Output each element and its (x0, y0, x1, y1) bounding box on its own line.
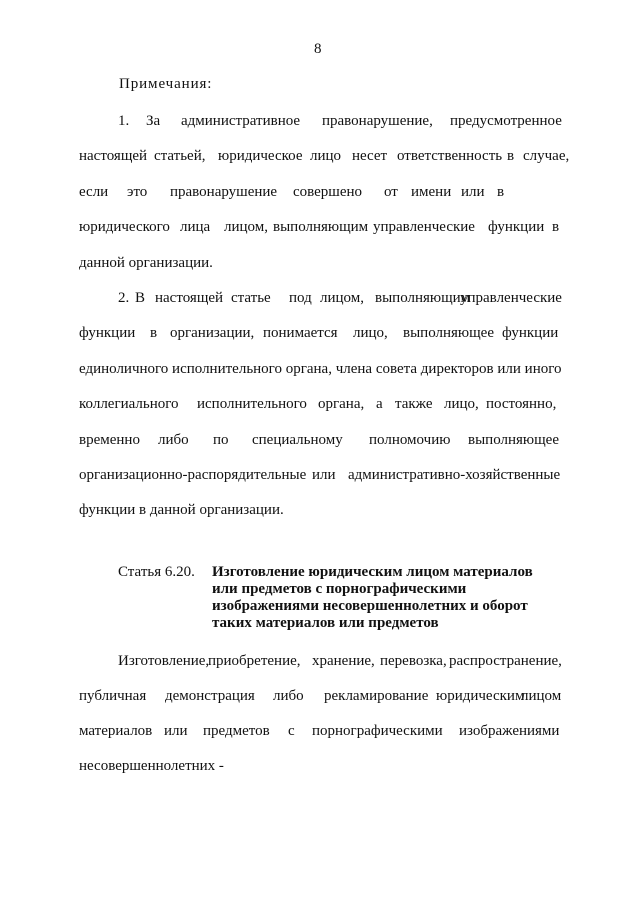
article-word: Изготовление, (118, 653, 210, 669)
note-word: выполняющим (375, 290, 471, 306)
article-title-line: таких материалов или предметов (212, 615, 439, 631)
article-word: лицом (521, 688, 562, 704)
note-word: понимается (263, 325, 338, 341)
note-word: это (127, 184, 148, 200)
article-word: публичная (79, 688, 147, 704)
note-word: административное (181, 113, 301, 129)
article-word: перевозка, (380, 653, 447, 669)
note-word: функции (488, 219, 545, 235)
note-word: в (497, 184, 505, 200)
note-word: специальному (252, 432, 343, 448)
article-word: рекламирование (324, 688, 429, 704)
note-word: функции (79, 325, 136, 341)
note-word: юридического (79, 219, 170, 235)
article-title-line: или предметов с порнографическими (212, 581, 467, 597)
note-word: выполняющее (403, 325, 494, 341)
note-word: данной организации. (79, 255, 213, 271)
article-word: распространение, (449, 653, 562, 669)
note-word: выполняющим (273, 219, 369, 235)
note-word: лицом, (224, 219, 268, 235)
article-number: Статья 6.20. (118, 564, 195, 580)
note-word: либо (158, 432, 189, 448)
notes-heading: Примечания: (119, 76, 213, 92)
note-word: также (395, 396, 433, 412)
note-word: выполняющее (468, 432, 559, 448)
note-word: коллегиального (79, 396, 179, 412)
note-word: постоянно, (486, 396, 557, 412)
article-word: хранение, (312, 653, 375, 669)
note-word: настоящей (155, 290, 224, 306)
page-number: 8 (314, 41, 322, 57)
note-word: случае, (523, 148, 570, 164)
note-word: или (461, 184, 485, 200)
article-word: предметов (203, 723, 270, 739)
note-word: если (79, 184, 109, 200)
note-word: несет (352, 148, 388, 164)
note-word: управленческие (373, 219, 475, 235)
note-word: организации, (170, 325, 255, 341)
note-word: лицом, (320, 290, 364, 306)
article-word: приобретение, (208, 653, 301, 669)
note-word: а (376, 396, 383, 412)
note-word: полномочию (369, 432, 451, 448)
note-word: от (384, 184, 398, 200)
note-word: За (146, 113, 161, 129)
article-word: изображениями (459, 723, 560, 739)
note-word: статье (231, 290, 271, 306)
note-word: настоящей (79, 148, 148, 164)
note-line: единоличного исполнительного органа, члена совета директоров или иного (79, 361, 562, 377)
note-word: статьей, (154, 148, 206, 164)
note-word: 2. (118, 290, 130, 306)
article-title-line: изображениями несовершеннолетних и оборот (212, 598, 528, 614)
note-word: лицо, (353, 325, 388, 341)
article-word: несовершеннолетних - (79, 758, 224, 774)
note-word: в (552, 219, 560, 235)
note-word: правонарушение, (322, 113, 433, 129)
note-word: ответственность (397, 148, 503, 164)
article-word: демонстрация (165, 688, 255, 704)
note-word: или (312, 467, 336, 483)
note-word: функции (502, 325, 559, 341)
note-word: по (213, 432, 229, 448)
article-word: материалов (79, 723, 153, 739)
note-word: лицо (310, 148, 342, 164)
note-word: временно (79, 432, 140, 448)
article-word: порнографическими (312, 723, 443, 739)
note-word: правонарушение (170, 184, 278, 200)
note-word: органа, (318, 396, 365, 412)
note-word: совершено (293, 184, 363, 200)
note-word: функции в данной организации. (79, 502, 284, 518)
note-word: юридическое (218, 148, 303, 164)
note-word: под (289, 290, 312, 306)
note-word: лицо, (444, 396, 479, 412)
note-word: организационно-распорядительные (79, 467, 307, 483)
note-word: В (135, 290, 146, 306)
article-word: юридическим (436, 688, 525, 704)
note-word: имени (411, 184, 452, 200)
article-word: либо (273, 688, 304, 704)
note-word: управленческие (460, 290, 562, 306)
article-word: с (288, 723, 295, 739)
note-word: в (507, 148, 515, 164)
note-word: административно-хозяйственные (348, 467, 561, 483)
article-word: или (164, 723, 188, 739)
note-word: в (150, 325, 158, 341)
note-word: исполнительного (197, 396, 307, 412)
article-title-line: Изготовление юридическим лицом материалов (212, 564, 533, 580)
note-word: 1. (118, 113, 130, 129)
note-word: лица (180, 219, 211, 235)
note-word: предусмотренное (450, 113, 562, 129)
